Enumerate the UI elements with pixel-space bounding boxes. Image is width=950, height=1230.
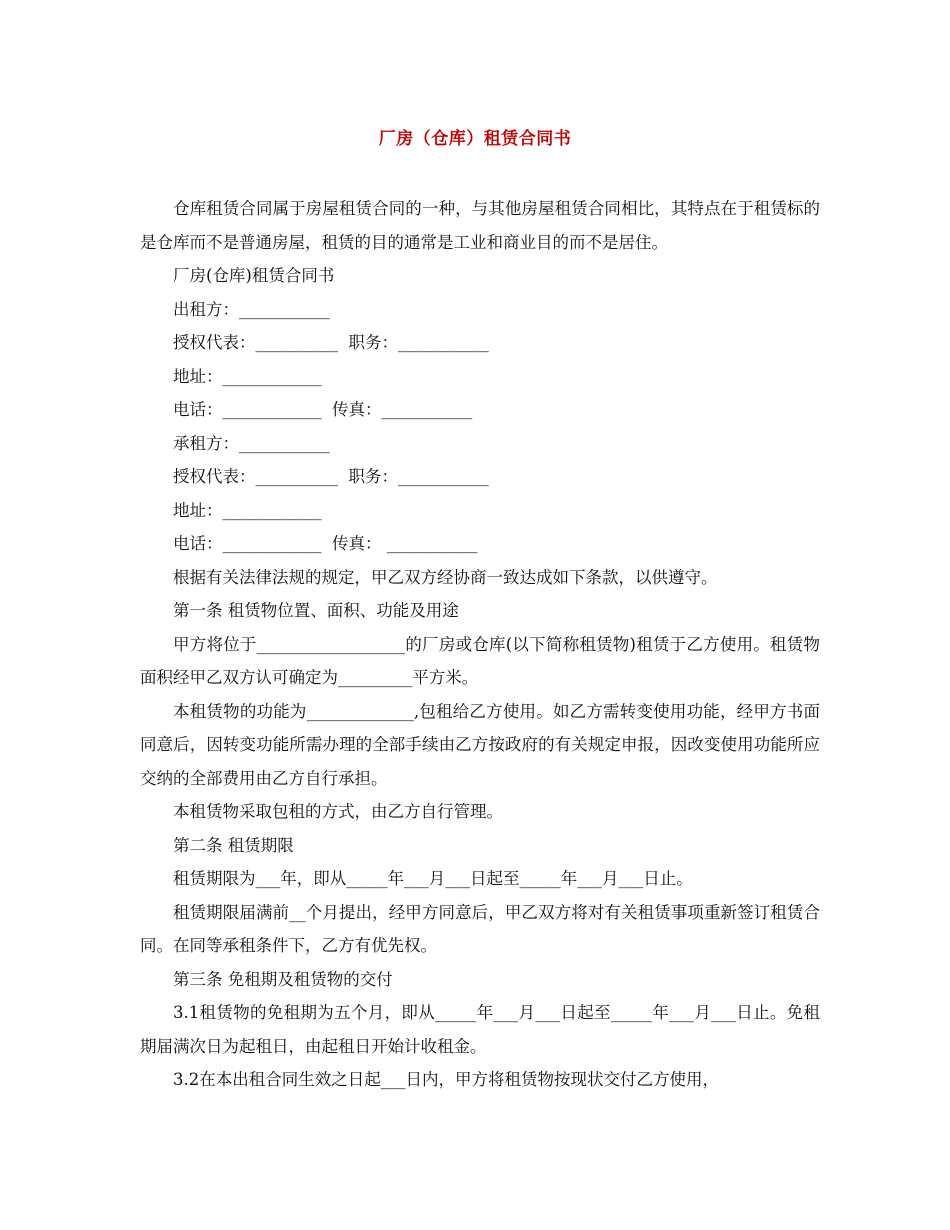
document-paragraph: 本租赁物的功能为_____________,包租给乙方使用。如乙方需转变使用功能，经甲方书面同意后，因转变功能所需办理的全部手续由乙方按政府的有关规定申报，因改变使用功能所应交纳的全部费用由乙方自行承担。 <box>140 701 820 788</box>
document-line: 电话：____________ 传真：___________ <box>173 400 473 419</box>
document-paragraph: 3.1租赁物的免租期为五个月，即从_____年___月___日起至_____年___月___日止。免租期届满次日为起租日，由起租日开始计收租金。 <box>140 1003 820 1056</box>
document-line: 授权代表：__________ 职务：___________ <box>173 467 489 486</box>
document-line: 第一条 租赁物位置、面积、功能及用途 <box>173 601 459 620</box>
document-line: 租赁期限为___年，即从_____年___月___日起至_____年___月___日止。 <box>173 869 693 888</box>
document-line: 厂房(仓库)租赁合同书 <box>173 266 335 285</box>
document-line: 授权代表：__________ 职务：___________ <box>173 333 489 352</box>
document-line: 地址：____________ <box>173 500 322 520</box>
document-line: 承租方：___________ <box>173 433 330 453</box>
document-line: 地址：____________ <box>173 366 322 386</box>
document-line: 第三条 免租期及租赁物的交付 <box>173 969 393 989</box>
document-title: 厂房（仓库）租赁合同书 <box>378 129 572 149</box>
document-line: 出租方：___________ <box>173 299 330 319</box>
document-line: 第二条 租赁期限 <box>173 835 294 855</box>
document-paragraph: 甲方将位于__________________的厂房或仓库(以下简称租赁物)租赁于乙方使用。租赁物面积经甲乙双方认可确定为_________平方米。 <box>140 634 820 687</box>
document-paragraph: 仓库租赁合同属于房屋租赁合同的一种，与其他房屋租赁合同相比，其特点在于租赁标的是仓库而不是普通房屋，租赁的目的通常是工业和商业目的而不是居住。 <box>140 199 820 252</box>
document-line: 本租赁物采取包租的方式，由乙方自行管理。 <box>173 802 503 821</box>
document-line: 3.2在本出租合同生效之日起___日内，甲方将租赁物按现状交付乙方使用， <box>173 1070 719 1089</box>
document-line: 根据有关法律法规的规定，甲乙双方经协商一致达成如下条款，以供遵守。 <box>173 567 718 587</box>
document-paragraph: 租赁期限届满前__个月提出，经甲方同意后，甲乙双方将对有关租赁事项重新签订租赁合同。在同等承租条件下，乙方有优先权。 <box>140 902 820 955</box>
document-body <box>140 192 820 1097</box>
document-line: 电话：____________ 传真： ___________ <box>173 534 478 553</box>
